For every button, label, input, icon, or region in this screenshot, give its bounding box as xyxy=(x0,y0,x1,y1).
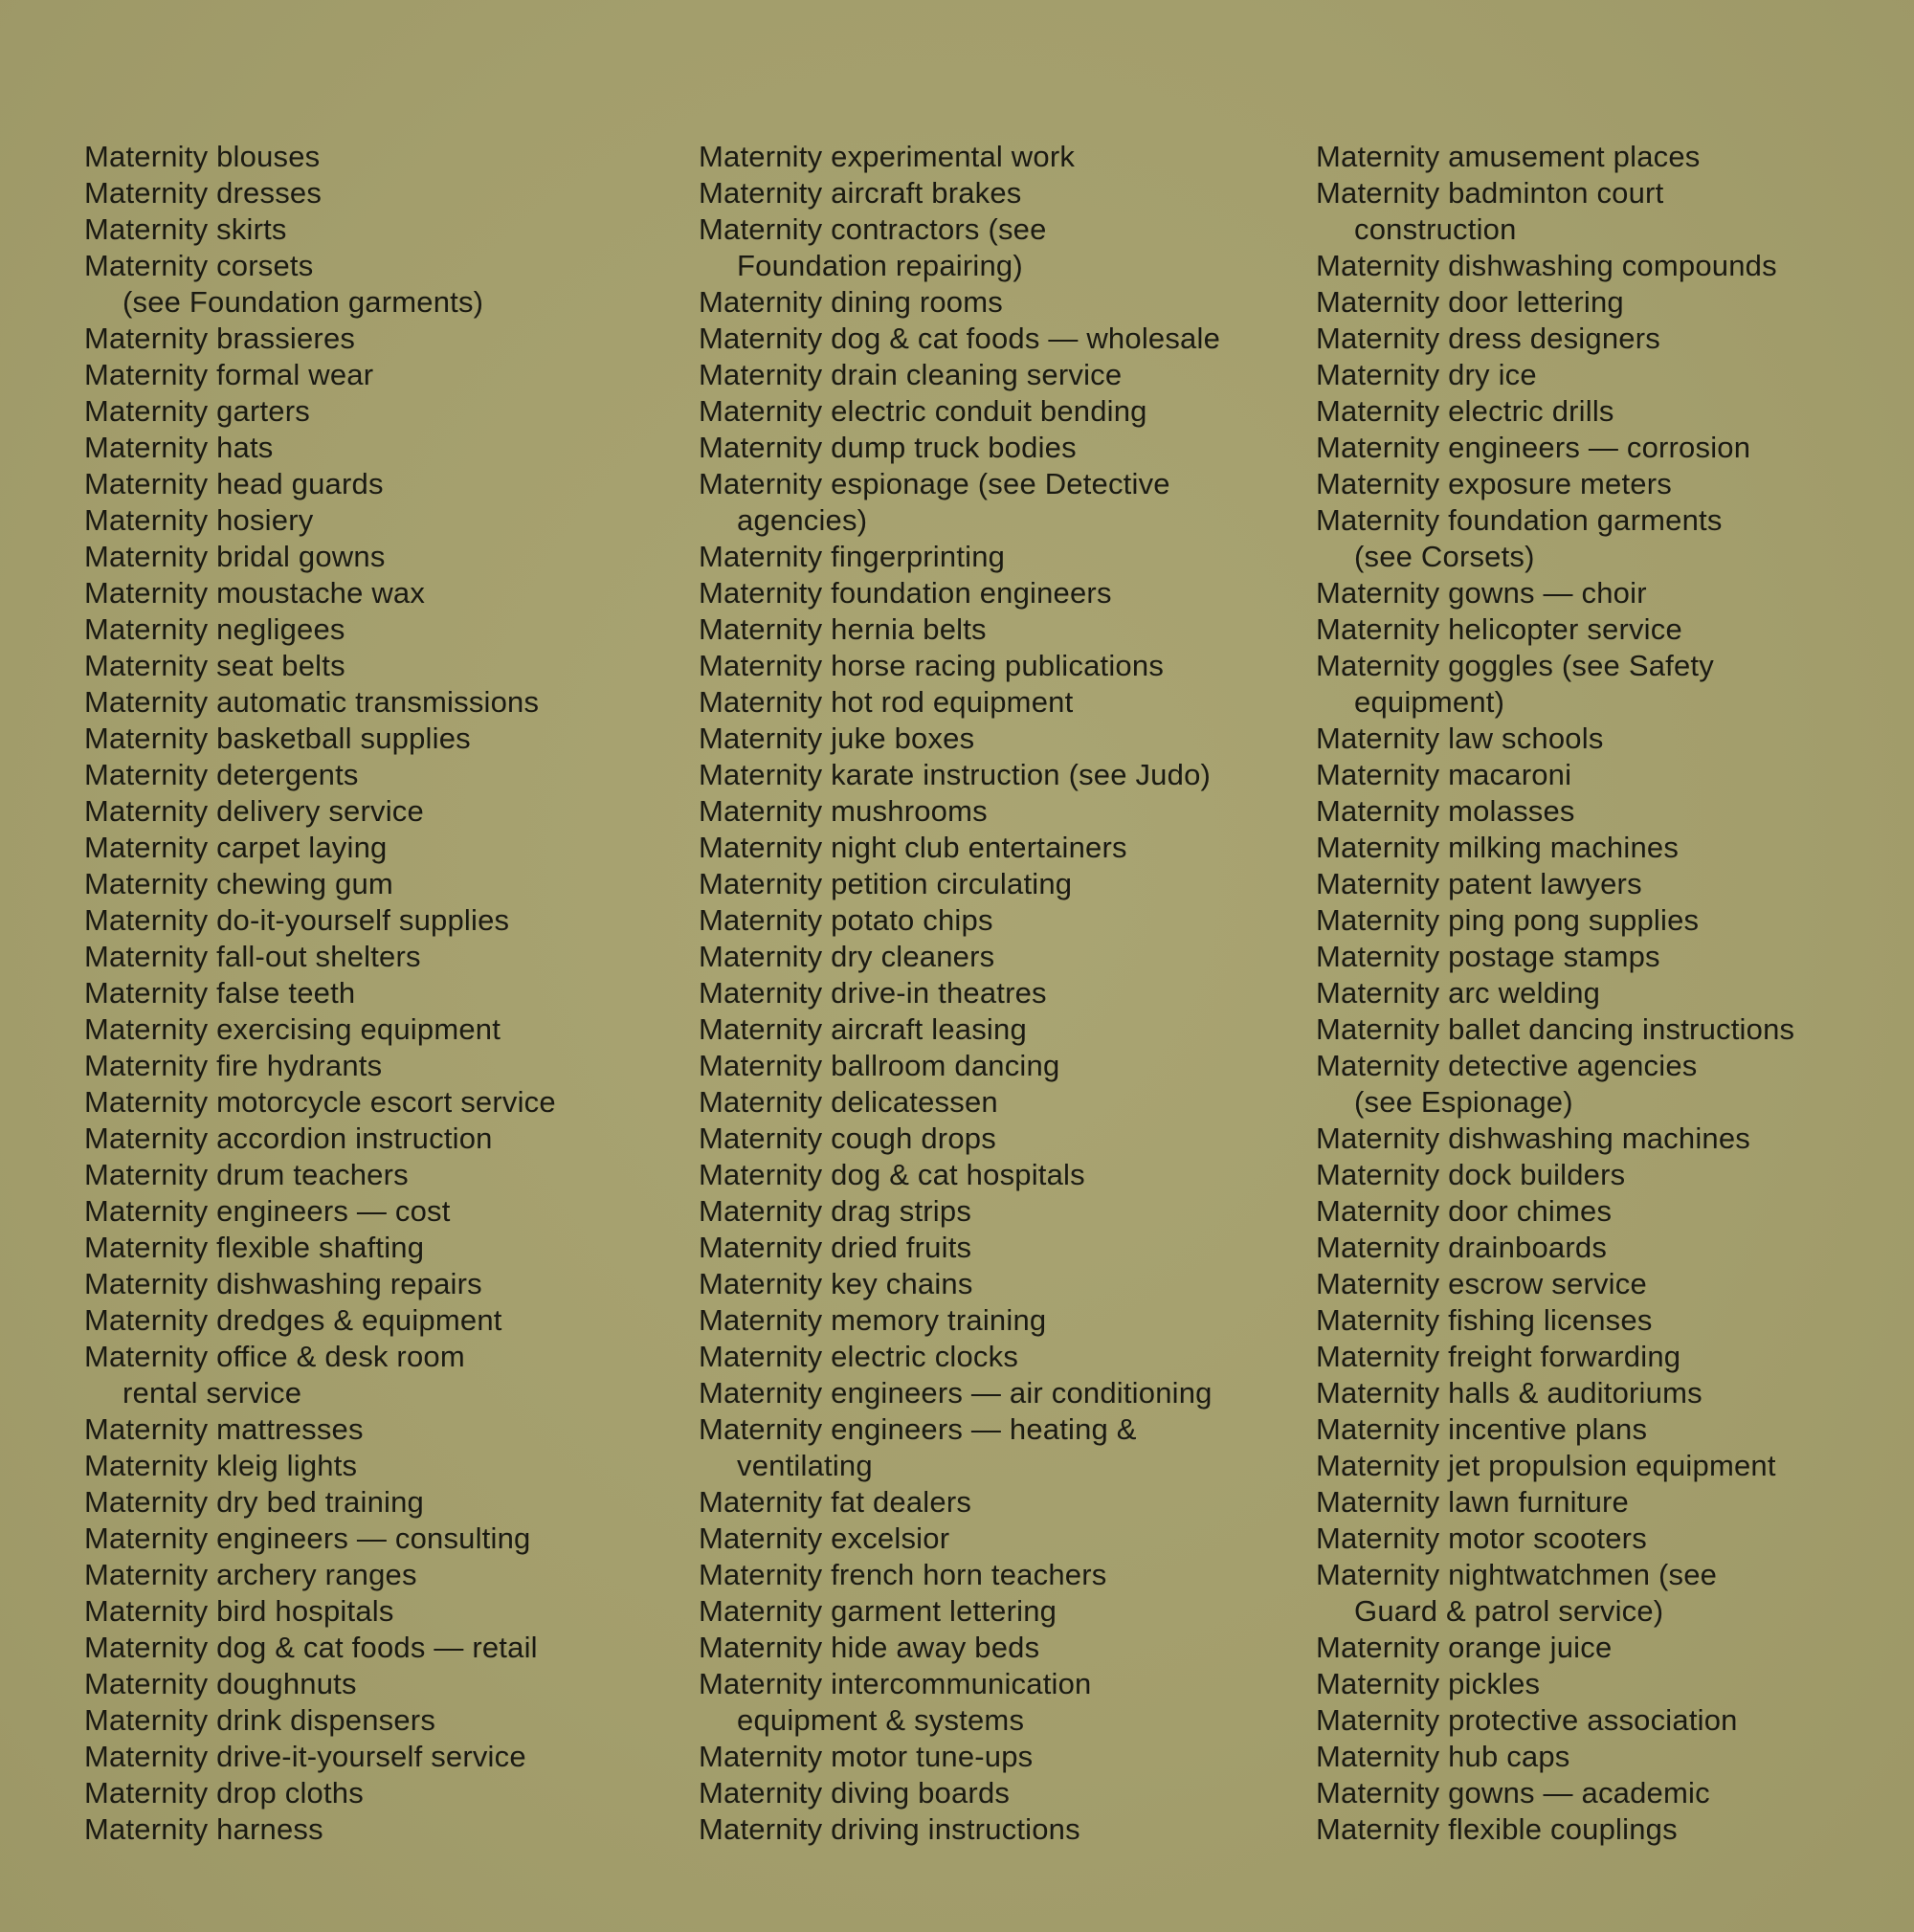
list-item: Maternity moustache wax xyxy=(84,576,426,610)
list-item: Maternity molasses xyxy=(1316,794,1575,828)
list-item: Maternity nightwatchmen (see xyxy=(1316,1558,1718,1591)
list-item: Maternity accordion instruction xyxy=(84,1121,493,1155)
list-item: Maternity hosiery xyxy=(84,503,314,537)
list-item: Maternity milking machines xyxy=(1316,831,1680,864)
column-right xyxy=(1316,139,1900,1848)
list-item: Maternity formal wear xyxy=(84,358,374,391)
list-item-continuation: rental service xyxy=(122,1376,302,1410)
list-item-continuation: Guard & patrol service) xyxy=(1354,1594,1664,1628)
list-item: Maternity electric conduit bending xyxy=(699,394,1147,428)
list-item: Maternity seat belts xyxy=(84,649,345,682)
list-item: Maternity motor scooters xyxy=(1316,1521,1647,1555)
list-item: Maternity chewing gum xyxy=(84,867,393,900)
list-item: Maternity orange juice xyxy=(1316,1631,1613,1664)
list-item: Maternity garters xyxy=(84,394,310,428)
list-item: Maternity delicatessen xyxy=(699,1085,998,1119)
list-item: Maternity dog & cat hospitals xyxy=(699,1158,1085,1191)
list-item: Maternity bird hospitals xyxy=(84,1594,394,1628)
list-item-continuation: construction xyxy=(1354,212,1517,246)
list-item: Maternity potato chips xyxy=(699,903,993,937)
list-item: Maternity engineers — heating & xyxy=(699,1412,1137,1446)
list-item: Maternity archery ranges xyxy=(84,1558,417,1591)
list-item: Maternity engineers — air conditioning xyxy=(699,1376,1213,1410)
list-item: Maternity flexible shafting xyxy=(84,1231,425,1264)
list-item: Maternity dog & cat foods — wholesale xyxy=(699,322,1221,355)
list-item: Maternity drink dispensers xyxy=(84,1703,436,1737)
list-item: Maternity fishing licenses xyxy=(1316,1303,1653,1337)
list-item: Maternity drag strips xyxy=(699,1194,972,1228)
list-item: Maternity hernia belts xyxy=(699,612,987,646)
list-item-continuation: (see Corsets) xyxy=(1354,540,1535,573)
list-item: Maternity doughnuts xyxy=(84,1667,357,1700)
list-item: Maternity dry cleaners xyxy=(699,940,995,973)
list-item: Maternity badminton court xyxy=(1316,176,1664,210)
list-item: Maternity door lettering xyxy=(1316,285,1624,319)
list-item: Maternity garment lettering xyxy=(699,1594,1057,1628)
list-item: Maternity ping pong supplies xyxy=(1316,903,1700,937)
list-item: Maternity gowns — academic xyxy=(1316,1776,1710,1810)
list-item: Maternity engineers — consulting xyxy=(84,1521,531,1555)
list-item: Maternity ballroom dancing xyxy=(699,1049,1060,1082)
list-item-continuation: equipment & systems xyxy=(737,1703,1025,1737)
list-item: Maternity delivery service xyxy=(84,794,424,828)
list-item: Maternity dining rooms xyxy=(699,285,1003,319)
list-item: Maternity exposure meters xyxy=(1316,467,1672,500)
list-item: Maternity macaroni xyxy=(1316,758,1572,791)
list-item: Maternity engineers — cost xyxy=(84,1194,451,1228)
list-item: Maternity cough drops xyxy=(699,1121,996,1155)
list-item: Maternity bridal gowns xyxy=(84,540,386,573)
list-item: Maternity electric drills xyxy=(1316,394,1614,428)
list-item: Maternity drain cleaning service xyxy=(699,358,1123,391)
list-item-continuation: (see Espionage) xyxy=(1354,1085,1573,1119)
list-item: Maternity gowns — choir xyxy=(1316,576,1647,610)
list-item-continuation: equipment) xyxy=(1354,685,1505,719)
list-item: Maternity night club entertainers xyxy=(699,831,1127,864)
list-item: Maternity driving instructions xyxy=(699,1812,1080,1846)
list-item: Maternity blouses xyxy=(84,140,321,173)
list-item: Maternity office & desk room xyxy=(84,1340,465,1373)
list-item: Maternity basketball supplies xyxy=(84,722,471,755)
list-item: Maternity hide away beds xyxy=(699,1631,1040,1664)
list-item: Maternity dry bed training xyxy=(84,1485,424,1519)
list-item: Maternity halls & auditoriums xyxy=(1316,1376,1703,1410)
column-middle xyxy=(699,139,1292,1848)
list-item: Maternity dry ice xyxy=(1316,358,1537,391)
list-item: Maternity dog & cat foods — retail xyxy=(84,1631,538,1664)
list-item: Maternity hot rod equipment xyxy=(699,685,1074,719)
column-left xyxy=(84,139,658,1848)
list-item: Maternity dresses xyxy=(84,176,323,210)
list-item: Maternity memory training xyxy=(699,1303,1047,1337)
list-item: Maternity ballet dancing instructions xyxy=(1316,1012,1795,1046)
list-item: Maternity freight forwarding xyxy=(1316,1340,1681,1373)
list-item: Maternity door chimes xyxy=(1316,1194,1613,1228)
list-item: Maternity aircraft brakes xyxy=(699,176,1022,210)
list-item: Maternity mattresses xyxy=(84,1412,364,1446)
list-item: Maternity dock builders xyxy=(1316,1158,1626,1191)
list-item: Maternity motorcycle escort service xyxy=(84,1085,556,1119)
list-item: Maternity contractors (see xyxy=(699,212,1047,246)
list-item: Maternity dried fruits xyxy=(699,1231,972,1264)
list-item: Maternity brassieres xyxy=(84,322,356,355)
list-item: Maternity postage stamps xyxy=(1316,940,1660,973)
list-item: Maternity flexible couplings xyxy=(1316,1812,1678,1846)
list-item: Maternity kleig lights xyxy=(84,1449,358,1482)
list-item: Maternity foundation garments xyxy=(1316,503,1723,537)
list-item: Maternity head guards xyxy=(84,467,384,500)
list-item: Maternity detective agencies xyxy=(1316,1049,1698,1082)
list-item: Maternity drive-it-yourself service xyxy=(84,1740,526,1773)
list-item: Maternity corsets xyxy=(84,249,314,282)
list-item: Maternity fingerprinting xyxy=(699,540,1006,573)
list-item: Maternity french horn teachers xyxy=(699,1558,1107,1591)
list-item: Maternity lawn furniture xyxy=(1316,1485,1629,1519)
list-item: Maternity espionage (see Detective xyxy=(699,467,1170,500)
list-item: Maternity dump truck bodies xyxy=(699,431,1077,464)
list-item: Maternity negligees xyxy=(84,612,345,646)
list-item: Maternity automatic transmissions xyxy=(84,685,540,719)
list-item: Maternity incentive plans xyxy=(1316,1412,1648,1446)
list-item: Maternity hats xyxy=(84,431,274,464)
list-item: Maternity experimental work xyxy=(699,140,1076,173)
list-item: Maternity protective association xyxy=(1316,1703,1738,1737)
list-item: Maternity horse racing publications xyxy=(699,649,1165,682)
list-item: Maternity karate instruction (see Judo) xyxy=(699,758,1212,791)
list-item: Maternity excelsior xyxy=(699,1521,950,1555)
list-item: Maternity dress designers xyxy=(1316,322,1660,355)
list-item: Maternity harness xyxy=(84,1812,323,1846)
list-item: Maternity skirts xyxy=(84,212,287,246)
list-item: Maternity false teeth xyxy=(84,976,356,1010)
list-item: Maternity arc welding xyxy=(1316,976,1601,1010)
list-item: Maternity engineers — corrosion xyxy=(1316,431,1751,464)
list-item: Maternity key chains xyxy=(699,1267,973,1300)
list-item: Maternity helicopter service xyxy=(1316,612,1682,646)
list-item: Maternity dishwashing machines xyxy=(1316,1121,1750,1155)
list-item: Maternity exercising equipment xyxy=(84,1012,501,1046)
list-item: Maternity escrow service xyxy=(1316,1267,1647,1300)
list-item: Maternity dishwashing compounds xyxy=(1316,249,1777,282)
list-item: Maternity intercommunication xyxy=(699,1667,1092,1700)
list-item: Maternity dishwashing repairs xyxy=(84,1267,482,1300)
list-item: Maternity drop cloths xyxy=(84,1776,364,1810)
list-item: Maternity goggles (see Safety xyxy=(1316,649,1714,682)
list-item: Maternity pickles xyxy=(1316,1667,1541,1700)
list-item: Maternity jet propulsion equipment xyxy=(1316,1449,1776,1482)
list-item: Maternity juke boxes xyxy=(699,722,975,755)
list-item-continuation: Foundation repairing) xyxy=(737,249,1023,282)
list-item-continuation: (see Foundation garments) xyxy=(122,285,484,319)
list-item: Maternity law schools xyxy=(1316,722,1604,755)
list-item: Maternity amusement places xyxy=(1316,140,1701,173)
list-item: Maternity do-it-yourself supplies xyxy=(84,903,510,937)
list-item: Maternity patent lawyers xyxy=(1316,867,1642,900)
list-item: Maternity fire hydrants xyxy=(84,1049,383,1082)
list-item: Maternity diving boards xyxy=(699,1776,1011,1810)
list-item: Maternity carpet laying xyxy=(84,831,388,864)
list-item: Maternity fall-out shelters xyxy=(84,940,421,973)
list-item: Maternity mushrooms xyxy=(699,794,988,828)
list-item: Maternity electric clocks xyxy=(699,1340,1019,1373)
list-item: Maternity detergents xyxy=(84,758,359,791)
list-item: Maternity drum teachers xyxy=(84,1158,409,1191)
list-item: Maternity petition circulating xyxy=(699,867,1073,900)
list-item: Maternity foundation engineers xyxy=(699,576,1112,610)
list-item: Maternity drainboards xyxy=(1316,1231,1608,1264)
list-item-continuation: ventilating xyxy=(737,1449,873,1482)
list-item: Maternity drive-in theatres xyxy=(699,976,1047,1010)
list-item: Maternity motor tune-ups xyxy=(699,1740,1034,1773)
list-item: Maternity dredges & equipment xyxy=(84,1303,502,1337)
list-item: Maternity hub caps xyxy=(1316,1740,1570,1773)
list-item: Maternity aircraft leasing xyxy=(699,1012,1027,1046)
list-item-continuation: agencies) xyxy=(737,503,868,537)
list-item: Maternity fat dealers xyxy=(699,1485,972,1519)
